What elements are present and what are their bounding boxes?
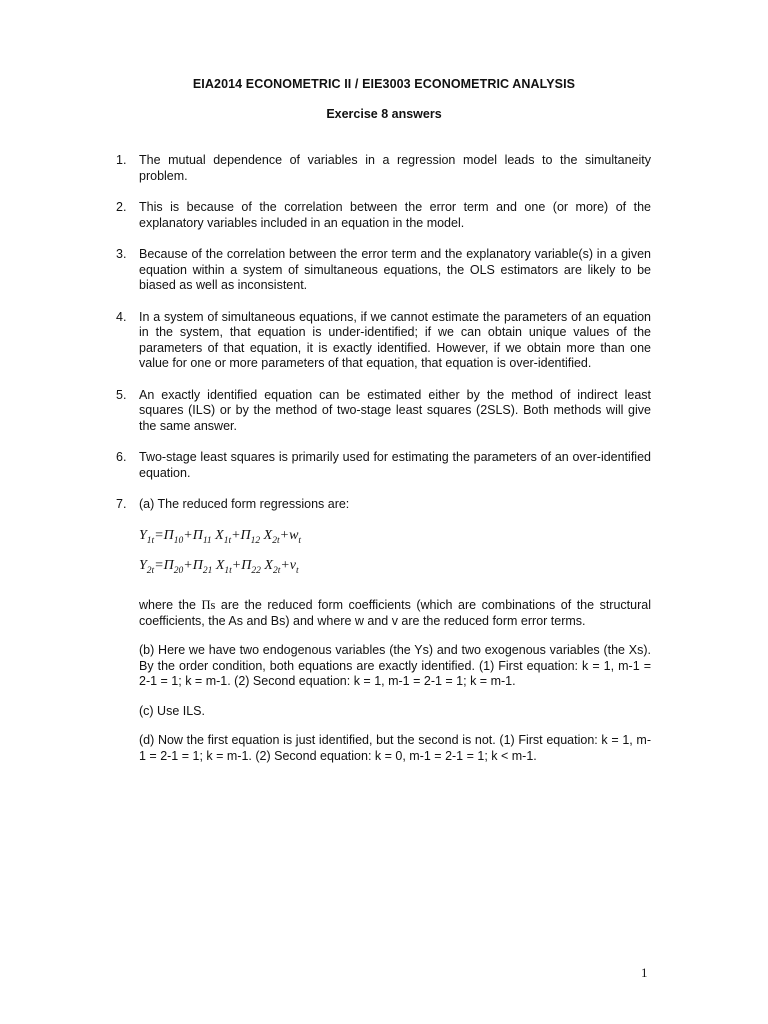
item-text: An exactly identified equation can be estimated either by the method of indirect least squares (ILS) or by the method of two-stage least squares (2SLS). Both methods will give the same answer. xyxy=(139,387,651,433)
eq-sub: 2t xyxy=(272,566,281,577)
eq-var: X xyxy=(264,558,273,574)
eq-sub: 1t xyxy=(224,566,232,577)
document-subtitle: Exercise 8 answers xyxy=(326,107,442,121)
eq-var: Y xyxy=(139,558,147,574)
eq-sub: 1t xyxy=(146,535,155,546)
part-a-explanation xyxy=(139,598,651,629)
answer-item-1 xyxy=(116,153,651,184)
document-title: EIA2014 ECONOMETRIC II / EIE3003 ECONOMETRIC ANALYSIS xyxy=(192,77,576,91)
part-b: (b) Here we have two endogenous variables (the Ys) and two exogenous variables (the Xs). By the order condition, both equations are exactly identified. (1) First equation: k = 1, m-1 = 2-1 = 1; k = m-1. (2) Second equation: k = 1, m-1 = 2-1 = 1; k = m-1. xyxy=(139,643,651,689)
item-number: 5. xyxy=(116,387,127,402)
eq-sub: 11 xyxy=(202,535,212,546)
eq-sub: 2t xyxy=(146,566,155,577)
eq-sub: 21 xyxy=(202,566,213,577)
eq-var: X xyxy=(263,527,273,543)
item-number: 6. xyxy=(116,450,127,464)
item-text: Two-stage least squares is primarily used for estimating the parameters of an over-identified equation. xyxy=(139,450,651,480)
item-text: Because of the correlation between the error term and the explanatory variable(s) in a given equation within a system of simultaneous equations, the OLS estimators are likely to be biased as well as inconsistent. xyxy=(139,247,651,292)
eq-var: v xyxy=(289,558,296,574)
eq-sub: t xyxy=(296,566,299,577)
answers-list xyxy=(116,153,651,780)
eq-var: w xyxy=(289,527,299,543)
eq-sub: 2t xyxy=(272,535,280,546)
part-d: (d) Now the first equation is just identified, but the second is not. (1) First equation: k = 1, m-1 = 2-1 = 1; k = m-1. (2) Second equation: k = 0, m-1 = 2-1 = 1; k < m-1. xyxy=(139,733,651,763)
eq-var: Π xyxy=(240,527,251,543)
item-number: 1. xyxy=(116,153,127,167)
part-c: (c) Use ILS. xyxy=(139,703,205,718)
eq-var: Π xyxy=(163,558,174,574)
answer-item-6 xyxy=(116,450,651,481)
eq-sub: 12 xyxy=(250,535,261,546)
answer-item-5 xyxy=(116,388,651,435)
reduced-form-equations xyxy=(139,523,651,585)
item-number: 4. xyxy=(116,309,127,324)
eq-sub: 22 xyxy=(251,566,261,577)
page-number: 1 xyxy=(641,965,648,980)
answer-item-3 xyxy=(116,247,651,294)
eq-sub: 20 xyxy=(173,566,184,577)
equation-1: $Y_{1t}=\Pi_{10}+\Pi_{11}$ $X_{1t}+\Pi_{12}$ $X_{2t}+w_t$ xyxy=(139,527,302,546)
where-text: are the reduced form coefficients (which are combinations of the structural coefficients, the As and Bs) and where w and v are the reduced form error terms. xyxy=(139,598,651,628)
item-text: The mutual dependence of variables in a regression model leads to the simultaneity problem. xyxy=(139,153,651,183)
part-a-intro: (a) The reduced form regressions are: xyxy=(139,497,350,511)
eq-var: X xyxy=(215,527,224,543)
answer-item-7 xyxy=(116,497,651,764)
item-text: In a system of simultaneous equations, if we cannot estimate the parameters of an equation in the system, that equation is under-identified; if we can obtain unique values of the parameters of that equation, it is exactly identified. However, if we obtain more than one value for one or more parameters of that equation, that equation is over-identified. xyxy=(139,309,651,370)
eq-var: Π xyxy=(192,527,203,543)
answer-item-2 xyxy=(116,200,651,231)
eq-var: Π xyxy=(241,558,252,574)
where-text: where the xyxy=(139,598,202,613)
eq-var: X xyxy=(215,558,225,574)
eq-var: Y xyxy=(139,527,147,543)
eq-var: Π xyxy=(163,527,174,543)
item-number: 7. xyxy=(116,497,127,511)
eq-sub: 1t xyxy=(223,535,232,546)
item-number: 2. xyxy=(116,200,127,214)
answer-item-4 xyxy=(116,310,651,372)
eq-sub: t xyxy=(298,535,302,546)
eq-sub: 10 xyxy=(173,535,184,546)
item-number: 3. xyxy=(116,247,127,261)
eq-var: Π xyxy=(192,558,203,574)
pi-symbol: Πs xyxy=(201,598,216,613)
equation-2: $Y_{2t}=\Pi_{20}+\Pi_{21}$ $X_{1t}+\Pi_{22}$ $X_{2t}+v_t$ xyxy=(139,558,299,577)
item-text: This is because of the correlation between the error term and one (or more) of the explanatory variables included in an equation in the model. xyxy=(139,200,651,230)
